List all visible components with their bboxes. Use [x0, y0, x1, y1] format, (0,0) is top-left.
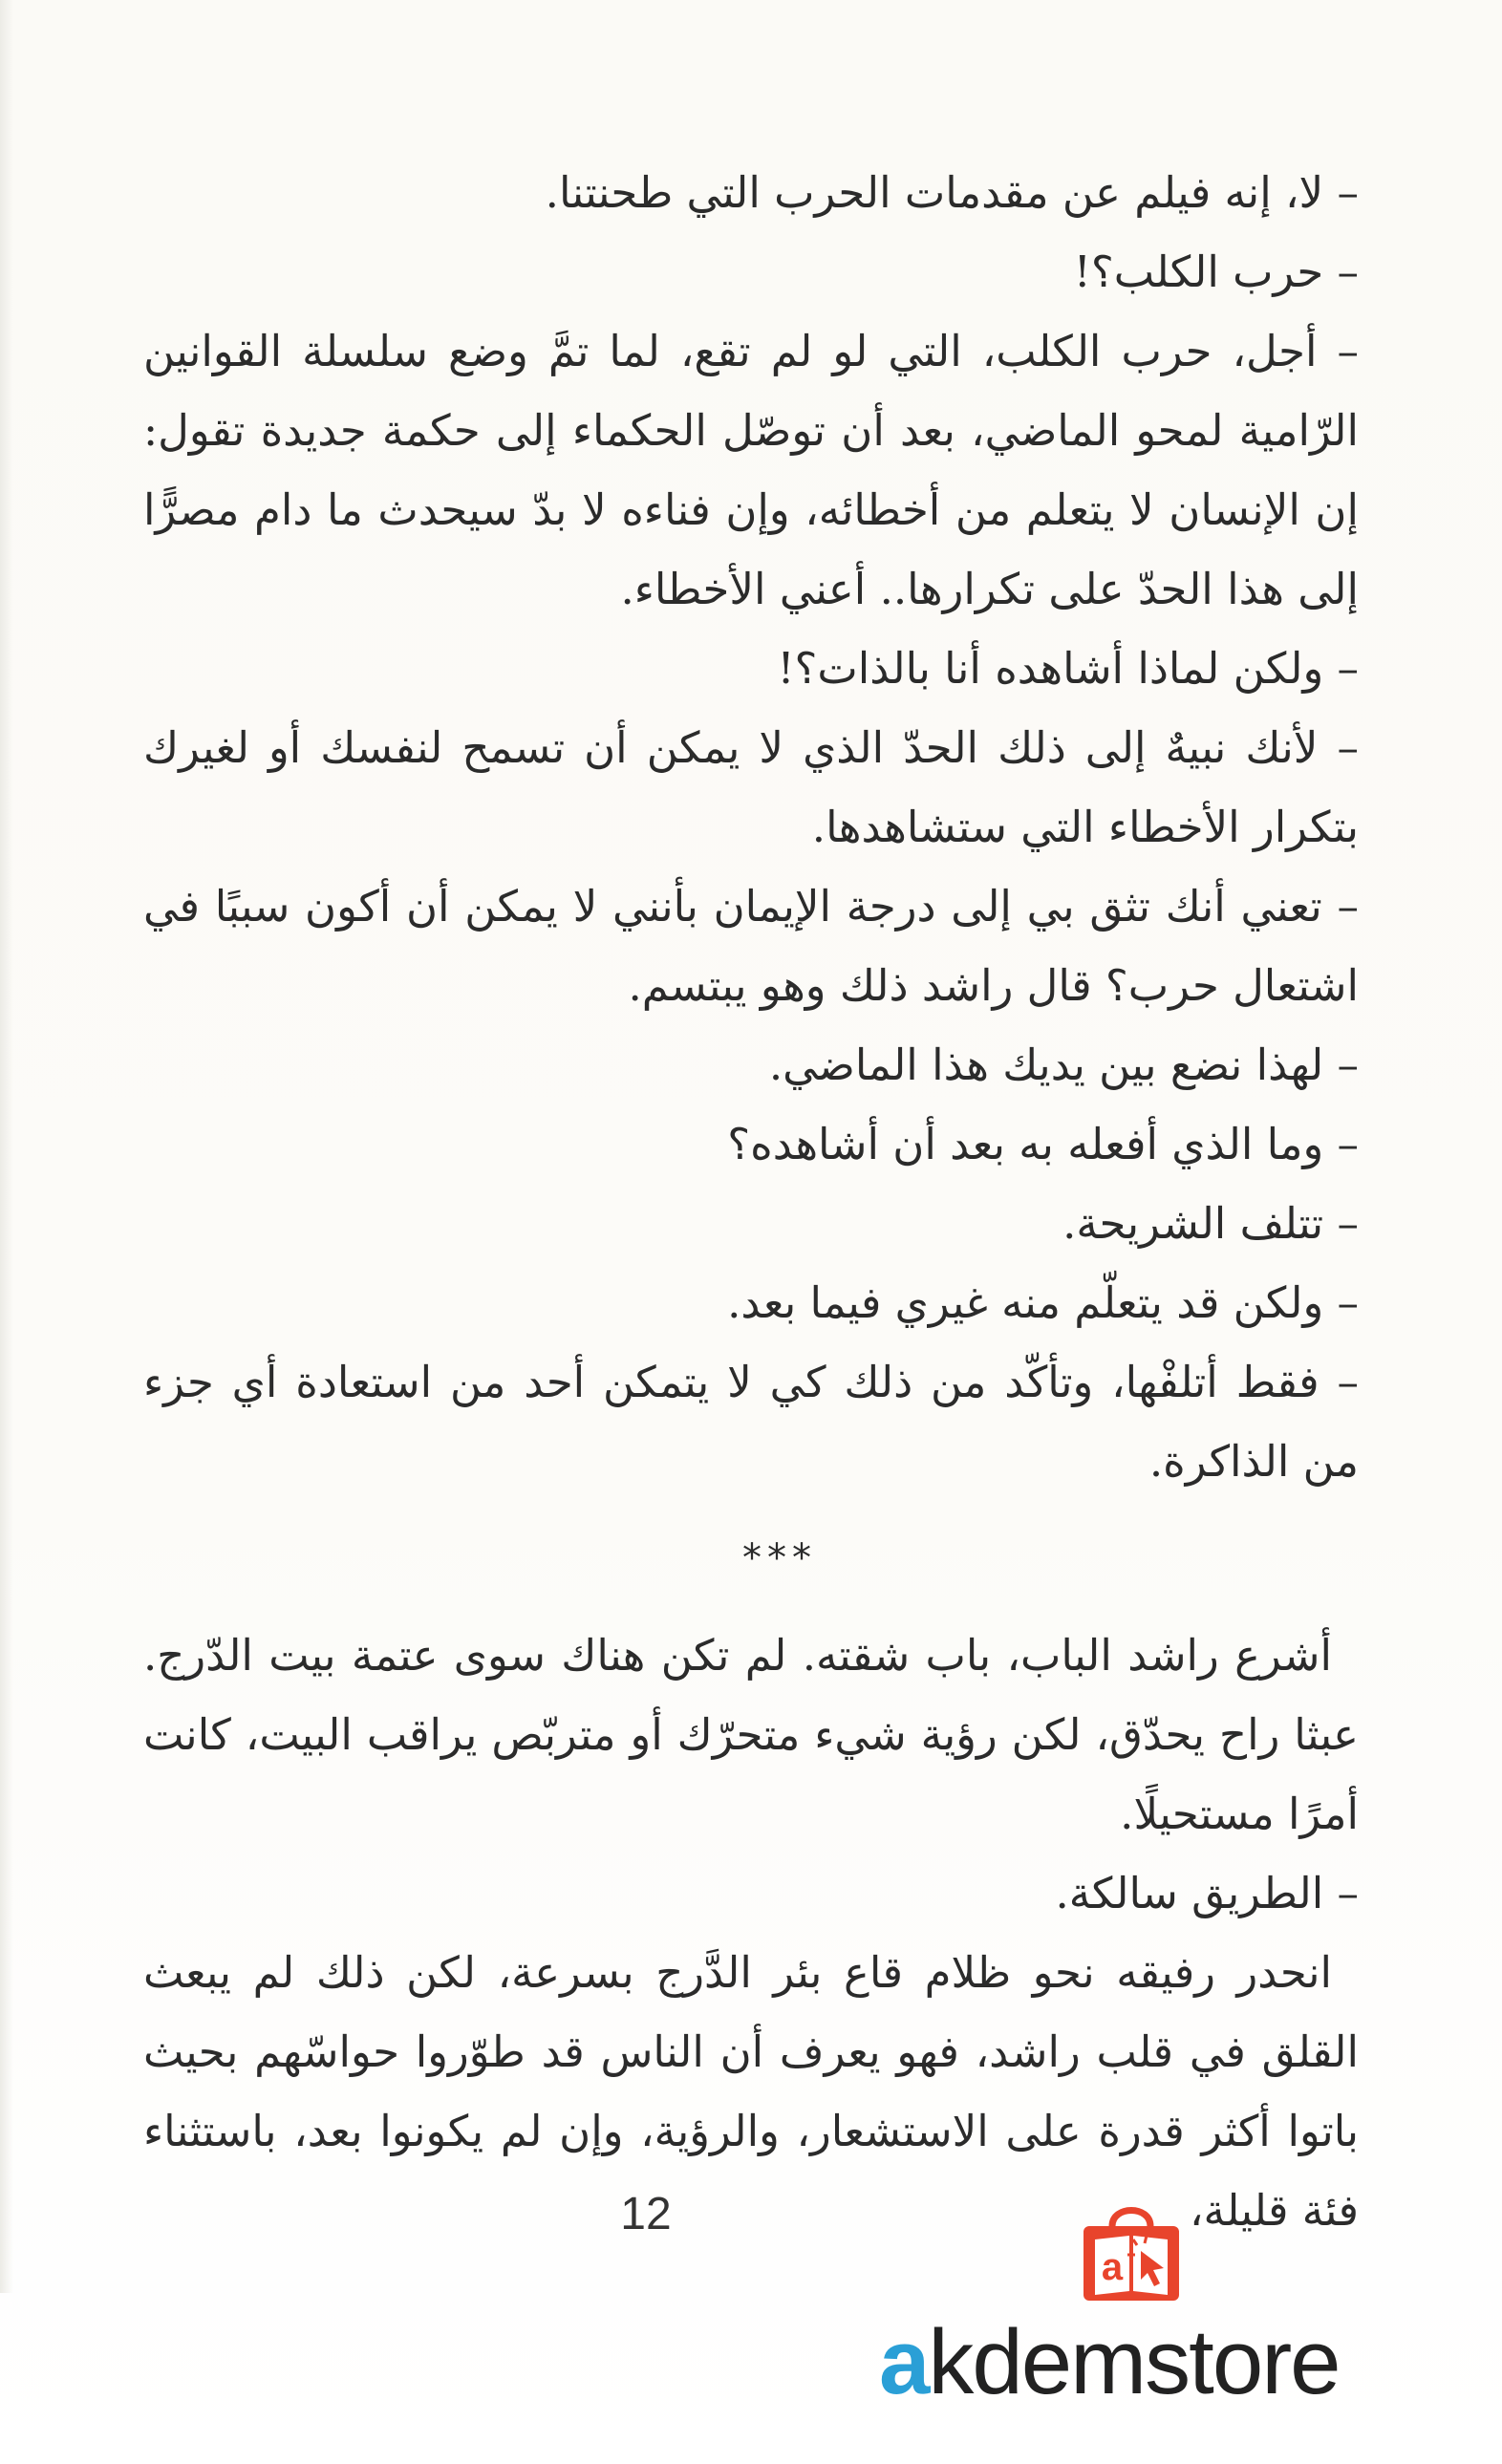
section-break: ***: [742, 1536, 817, 1580]
paragraph: – أجل، حرب الكلب، التي لو لم تقع، لما تمَّ وضع سلسلة القوانين الرّامية لمحو الماضي، بعد أن توصّل الحكماء إلى حكمة جديدة تقول: إن الإنسان لا يتعلم من أخطائه، وإن فناءه لا بدّ سيحدث ما دام مصرًّا إلى هذا الحدّ على تكرارها.. أعني الأخطاء.: [143, 326, 1359, 614]
shopping-bag-book-icon: [1078, 2197, 1185, 2303]
page-text: [143, 153, 1359, 2250]
paragraph: – لا، إنه فيلم عن مقدمات الحرب التي طحنتنا.: [545, 167, 1359, 218]
svg-text:a: a: [1101, 2246, 1124, 2288]
paragraph: – وما الذي أفعله به بعد أن أشاهده؟: [727, 1119, 1359, 1169]
wordmark-a: a: [879, 2311, 929, 2413]
paragraph: – ولكن قد يتعلّم منه غيري فيما بعد.: [727, 1277, 1359, 1328]
paragraph: – حرب الكلب؟!: [1073, 246, 1359, 297]
paragraph: أشرع راشد الباب، باب شقته. لم تكن هناك سوى عتمة بيت الدّرج. عبثا راح يحدّق، لكن رؤية شيء متحرّك أو متربّص يراقب البيت، كانت أمرًا مستحيلًا.: [143, 1630, 1359, 1839]
page-number: 12: [620, 2189, 672, 2239]
paragraph: – فقط أتلفْها، وتأكّد من ذلك كي لا يتمكن أحد من استعادة أي جزء من الذاكرة.: [143, 1357, 1359, 1487]
wordmark-rest: kdemstore: [928, 2311, 1340, 2413]
paragraph: – تعني أنك تثق بي إلى درجة الإيمان بأنني لا يمكن أن أكون سببًا في اشتعال حرب؟ قال راشد ذلك وهو يبتسم.: [143, 881, 1359, 1011]
paragraph: – تتلف الشريحة.: [1062, 1198, 1359, 1249]
store-wordmark: [879, 2310, 1376, 2415]
page-edge-shadow: [0, 0, 13, 2293]
paragraph: – الطريق سالكة.: [1055, 1868, 1359, 1918]
paragraph: – لأنك نبيهٌ إلى ذلك الحدّ الذي لا يمكن أن تسمح لنفسك أو لغيرك بتكرار الأخطاء التي ستشاهدها.: [143, 722, 1359, 852]
paragraph: – ولكن لماذا أشاهده أنا بالذات؟!: [777, 643, 1359, 694]
store-logo[interactable]: [879, 2197, 1376, 2427]
paragraph: انحدر رفيقه نحو ظلام قاع بئر الدَّرج بسرعة، لكن ذلك لم يبعث القلق في قلب راشد، فهو يعرف أن الناس قد طوّروا حواسّهم بحيث باتوا أكثر قدرة على الاستشعار، والرؤية، وإن لم يكونوا بعد، باستثناء فئة قليلة،: [143, 1947, 1359, 2236]
paragraph: – لهذا نضع بين يديك هذا الماضي.: [768, 1039, 1359, 1090]
